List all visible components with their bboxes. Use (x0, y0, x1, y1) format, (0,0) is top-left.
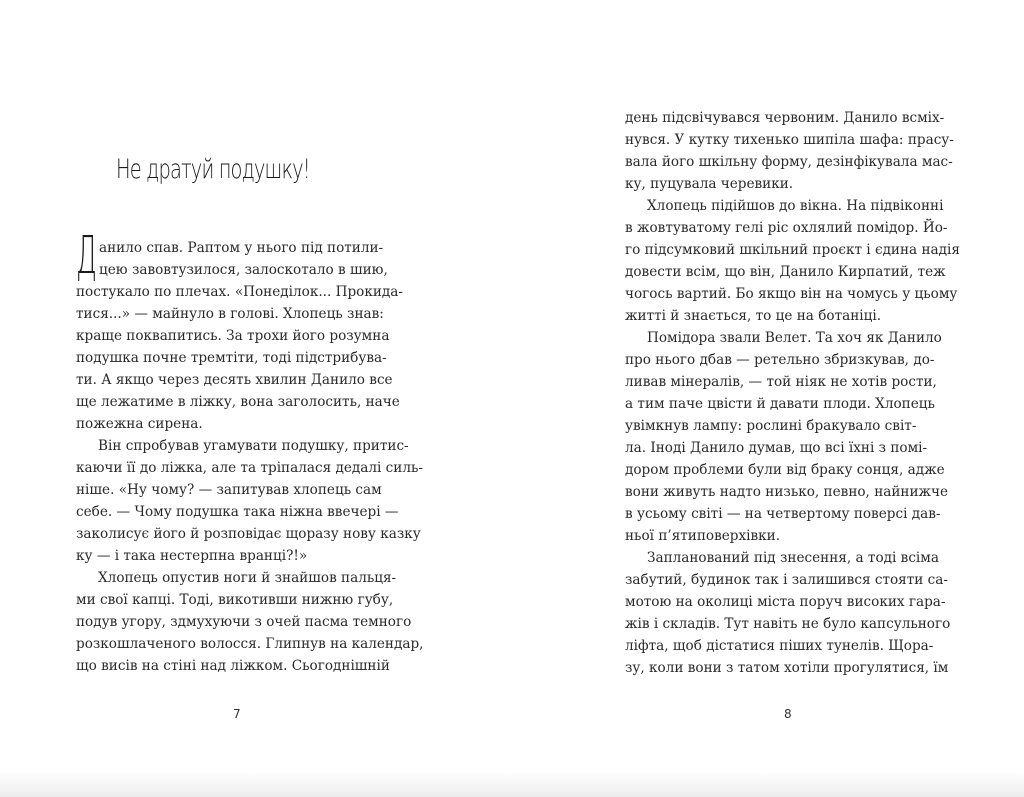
text-line: анило спав. Раптом у нього під потили- (99, 240, 384, 256)
text-line: жів і складів. Тут навіть не було капсульного (625, 616, 951, 632)
page-number-right: 8 (784, 707, 792, 721)
text-line: тися...» — майнуло в голові. Хлопець знав: (76, 306, 384, 322)
text-line: краще поквапитись. За трохи його розумна (76, 328, 390, 344)
text-line: житті й знається, то це на ботаніці. (625, 308, 882, 324)
text-line: чогось вартий. Бо якщо він на чомусь у цьому (625, 286, 958, 302)
text-line: нувся. У кутку тихенько шипіла шафа: прасу- (625, 132, 954, 148)
text-line: мотою на околиці міста поруч високих гара- (625, 594, 946, 610)
text-line: про нього дбав — ретельно збризкував, до- (625, 352, 935, 368)
page-number-left: 7 (233, 707, 241, 721)
text-line: ку, пуцувала черевики. (625, 176, 794, 192)
text-line: ла. Іноді Данило думав, що всі їхні з помі- (625, 440, 928, 456)
text-line: цею завовтузилося, залоскотало в шию, (99, 262, 388, 278)
text-line: зу, коли вони з татом хотіли прогулятися, їм (625, 660, 949, 676)
bottom-shadow (0, 771, 1024, 797)
text-line: подув угору, здмухуючи з очей пасма темного (76, 614, 412, 630)
text-line: ми свої капці. Тоді, викотивши нижню губу, (76, 592, 394, 608)
left-page-text (76, 237, 423, 677)
text-line: Запланований під знесення, а тоді всіма (647, 550, 939, 566)
text-line: каючи її до ліжка, але та тріпалася дедалі силь- (76, 460, 423, 476)
text-line: забутий, будинок так і залишився стояти са- (625, 572, 948, 588)
text-line: ку — і така нестерпна вранці?!» (76, 548, 308, 564)
text-line: вони живуть надто низько, певно, найнижче (625, 484, 949, 500)
right-page-text (625, 107, 960, 679)
text-line: себе. — Чому подушка така ніжна ввечері — (76, 504, 399, 520)
drop-cap: Д (76, 226, 97, 286)
text-line: ти. А якщо через десять хвилин Данило все (76, 372, 393, 388)
text-line: го підсумковий шкільний проєкт і єдина надія (625, 242, 960, 258)
text-line: ще лежатиме в ліжку, вона заголосить, наче (76, 394, 400, 410)
text-line: Він спробував угамувати подушку, притис- (98, 438, 409, 454)
text-line: пожежна сирена. (76, 416, 203, 432)
text-line: постукало по плечах. «Понеділок... Прокида- (76, 284, 403, 300)
chapter-title: Не дратуй подушку! (116, 154, 310, 185)
text-line: що висів на стіні над ліжком. Сьогоднішній (76, 658, 390, 674)
text-line: заколисує його й розповідає щоразу нову казку (76, 526, 421, 542)
text-line: ліфта, щоб дістатися піших тунелів. Щора- (625, 638, 934, 654)
text-line: день підсвічувався червоним. Данило всміх- (625, 110, 945, 126)
text-line: подушка почне тремтіти, тоді підстрибува- (76, 350, 387, 366)
text-line: в усьому світі — на четвертому поверсі дав- (625, 506, 941, 522)
text-line: в жовтуватому гелі ріс охлялий помідор. Йо- (625, 220, 948, 236)
text-line: а тим паче цвісти й давати плоди. Хлопець (625, 396, 935, 412)
text-line: ньої п’ятиповерхівки. (625, 528, 781, 544)
text-line: довести всім, що він, Данило Кирпатий, теж (625, 264, 946, 280)
text-line: розкошлаченого волосся. Глипнув на календар, (76, 636, 424, 652)
text-line: Хлопець підійшов до вікна. На підвіконні (647, 198, 944, 214)
text-line: ніше. «Ну чому? — запитував хлопець сам (76, 482, 382, 498)
text-line: дором проблеми були від браку сонця, адже (625, 462, 945, 478)
text-line: вала його шкільну форму, дезінфікувала мас- (625, 154, 953, 170)
text-line: увімкнув лампу: рослині бракувало світ- (625, 418, 917, 434)
text-line: Хлопець опустив ноги й знайшов пальця- (98, 570, 397, 586)
text-line: ливав мінералів, — той ніяк не хотів рости, (625, 374, 937, 390)
text-line: Помідора звали Велет. Та хоч як Данило (647, 330, 942, 346)
